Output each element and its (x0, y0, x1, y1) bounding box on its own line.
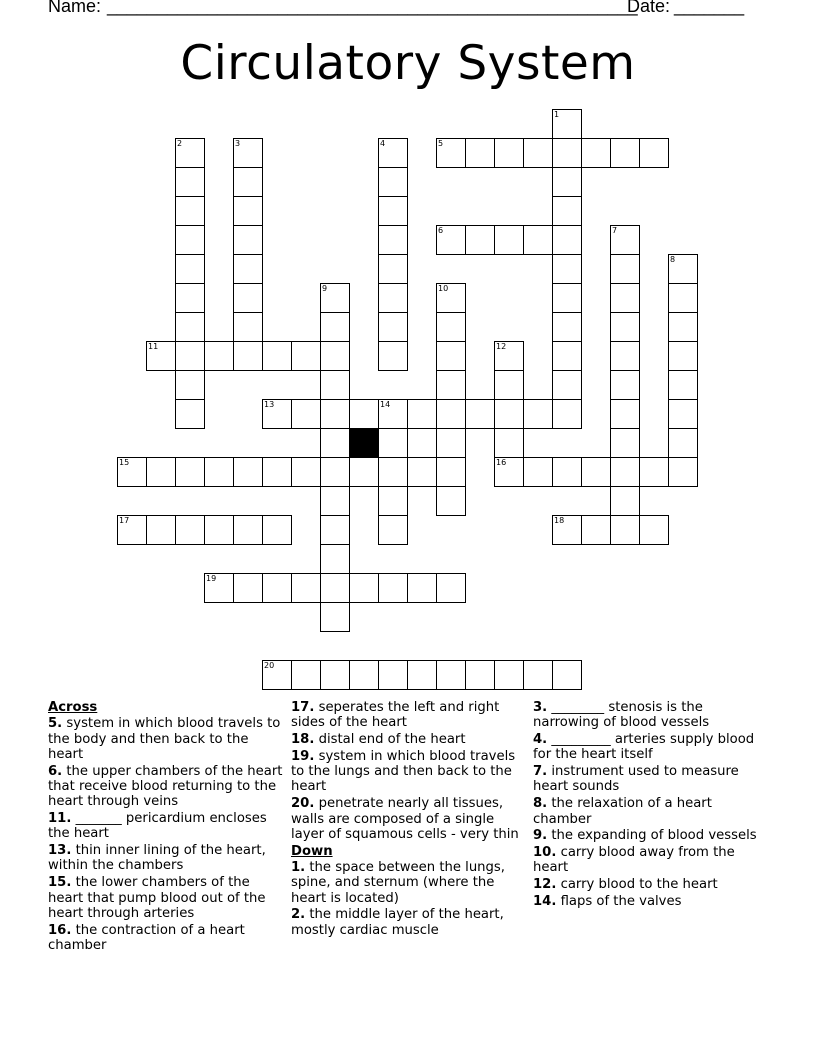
grid-cell[interactable] (175, 457, 205, 487)
grid-cell[interactable] (581, 515, 611, 545)
clue-number: 6 (438, 226, 444, 235)
grid-cell[interactable] (320, 457, 350, 487)
grid-cell[interactable] (291, 457, 321, 487)
grid-cell[interactable] (436, 573, 466, 603)
grid-cell[interactable] (465, 138, 495, 168)
grid-cell[interactable] (175, 254, 205, 284)
grid-cell[interactable] (175, 196, 205, 226)
clue-down-12: 12. carry blood to the heart (533, 877, 718, 893)
clue-down-4: 4. _________ arteries supply blood for the heart itself (533, 732, 755, 763)
grid-cell[interactable] (233, 225, 263, 255)
grid-cell[interactable] (175, 167, 205, 197)
clues-column-3 (533, 700, 769, 911)
grid-cell[interactable] (610, 457, 640, 487)
grid-cell[interactable] (233, 515, 263, 545)
grid-cell[interactable] (175, 312, 205, 342)
grid-cell[interactable] (523, 225, 553, 255)
grid-cell[interactable] (407, 457, 437, 487)
clue-number: 8 (670, 255, 676, 264)
grid-cell[interactable] (291, 341, 321, 371)
grid-cell[interactable] (378, 341, 408, 371)
grid-cell[interactable] (523, 660, 553, 690)
name-field[interactable]: _____________________________________________________ (107, 0, 638, 16)
grid-cell[interactable] (552, 399, 582, 429)
clue-down-14: 14. flaps of the valves (533, 894, 682, 910)
grid-cell[interactable] (523, 399, 553, 429)
grid-cell[interactable] (494, 399, 524, 429)
grid-cell[interactable] (349, 573, 379, 603)
clue-down-3: 3. ________ stenosis is the narrowing of blood vessels (533, 700, 710, 731)
clue-number: 15 (119, 458, 130, 467)
grid-cell[interactable] (494, 457, 524, 487)
grid-cell[interactable] (233, 341, 263, 371)
date-field[interactable]: _______ (674, 0, 745, 16)
grid-cell[interactable] (233, 138, 263, 168)
grid-cell[interactable] (465, 660, 495, 690)
clue-number: 7 (612, 226, 618, 235)
grid-cell[interactable] (320, 660, 350, 690)
grid-cell[interactable] (668, 312, 698, 342)
grid-cell[interactable] (378, 457, 408, 487)
grid-cell[interactable] (291, 573, 321, 603)
grid-cell[interactable] (610, 341, 640, 371)
clue-across-6: 6. the upper chambers of the heart that receive blood returning to the heart through veins (48, 763, 283, 810)
grid-cell[interactable] (436, 486, 466, 516)
grid-cell[interactable] (378, 660, 408, 690)
grid-cell[interactable] (233, 196, 263, 226)
grid-cell[interactable] (291, 399, 321, 429)
clue-number: 5 (438, 139, 444, 148)
grid-cell[interactable] (378, 196, 408, 226)
clue-across-15: 15. the lower chambers of the heart that pump blood out of the heart through arteries (48, 875, 266, 921)
grid-cell[interactable] (494, 225, 524, 255)
clue-across-11: 11. _______ pericardium encloses the heart (48, 811, 267, 842)
clues-column-2 (291, 700, 527, 939)
grid-cell[interactable] (146, 341, 176, 371)
grid-cell[interactable] (610, 428, 640, 458)
clue-number: 14 (380, 400, 391, 409)
clue-across-20: 20. penetrate nearly all tissues, walls are composed of a single layer of squamous cells - very thin (291, 796, 519, 842)
grid-cell[interactable] (378, 486, 408, 516)
grid-cell[interactable] (378, 225, 408, 255)
grid-cell[interactable] (175, 341, 205, 371)
clue-number: 1 (554, 110, 560, 119)
grid-cell[interactable] (639, 515, 669, 545)
grid-cell[interactable] (639, 138, 669, 168)
clue-down-9: 9. the expanding of blood vessels (533, 828, 757, 844)
grid-cell[interactable] (349, 457, 379, 487)
grid-cell[interactable] (436, 341, 466, 371)
grid-cell[interactable] (262, 573, 292, 603)
clue-number: 18 (554, 516, 565, 525)
grid-cell[interactable] (262, 341, 292, 371)
grid-cell[interactable] (668, 428, 698, 458)
grid-cell[interactable] (552, 109, 582, 139)
grid-cell[interactable] (610, 225, 640, 255)
grid-cell[interactable] (204, 457, 234, 487)
clue-down-7: 7. instrument used to measure heart sounds (533, 764, 739, 795)
clue-across-19: 19. system in which blood travels to the lungs and then back to the heart (291, 748, 516, 795)
clue-across-13: 13. thin inner lining of the heart, within the chambers (48, 843, 266, 874)
grid-cell[interactable] (262, 515, 292, 545)
grid-cell[interactable] (552, 167, 582, 197)
grid-cell[interactable] (378, 399, 408, 429)
clue-down-8: 8. the relaxation of a heart chamber (533, 796, 712, 827)
grid-cell[interactable] (175, 283, 205, 313)
grid-cell[interactable] (407, 573, 437, 603)
grid-cell[interactable] (436, 428, 466, 458)
grid-cell[interactable] (436, 399, 466, 429)
grid-cell[interactable] (552, 457, 582, 487)
grid-cell[interactable] (552, 312, 582, 342)
grid-cell[interactable] (378, 167, 408, 197)
grid-cell[interactable] (610, 254, 640, 284)
grid-cell[interactable] (378, 312, 408, 342)
grid-cell[interactable] (262, 457, 292, 487)
grid-cell[interactable] (320, 312, 350, 342)
grid-cell[interactable] (378, 515, 408, 545)
grid-cell[interactable] (552, 225, 582, 255)
clue-number: 4 (380, 139, 386, 148)
grid-cell[interactable] (552, 196, 582, 226)
grid-cell[interactable] (320, 341, 350, 371)
grid-cell[interactable] (204, 573, 234, 603)
grid-cell[interactable] (668, 341, 698, 371)
clue-number: 20 (264, 661, 275, 670)
grid-cell[interactable] (233, 167, 263, 197)
grid-cell[interactable] (349, 660, 379, 690)
grid-cell[interactable] (378, 573, 408, 603)
clue-number: 19 (206, 574, 217, 583)
grid-cell[interactable] (465, 399, 495, 429)
grid-cell[interactable] (320, 573, 350, 603)
grid-cell[interactable] (552, 254, 582, 284)
grid-cell[interactable] (465, 225, 495, 255)
grid-cell[interactable] (552, 660, 582, 690)
grid-cell[interactable] (581, 457, 611, 487)
grid-cell[interactable] (610, 370, 640, 400)
clue-number: 12 (496, 342, 507, 351)
grid-cell[interactable] (610, 399, 640, 429)
grid-cell[interactable] (436, 312, 466, 342)
grid-cell[interactable] (552, 283, 582, 313)
grid-cell[interactable] (378, 283, 408, 313)
name-label: Name: (48, 0, 102, 16)
grid-cell[interactable] (436, 283, 466, 313)
grid-cell[interactable] (494, 428, 524, 458)
grid-cell[interactable] (233, 283, 263, 313)
grid-cell[interactable] (175, 399, 205, 429)
grid-cell[interactable] (233, 457, 263, 487)
clue-across-18: 18. distal end of the heart (291, 732, 466, 748)
grid-cell[interactable] (610, 138, 640, 168)
grid-cell[interactable] (552, 138, 582, 168)
date-label: Date: (627, 0, 671, 16)
clue-number: 16 (496, 458, 507, 467)
grid-cell[interactable] (610, 515, 640, 545)
grid-cell[interactable] (146, 457, 176, 487)
grid-cell[interactable] (320, 283, 350, 313)
page-title: Circulatory System (180, 36, 636, 91)
grid-cell[interactable] (552, 370, 582, 400)
clue-across-17: 17. seperates the left and right sides of the heart (291, 700, 500, 731)
grid-cell[interactable] (436, 457, 466, 487)
grid-cell[interactable] (378, 428, 408, 458)
grid-cell[interactable] (320, 515, 350, 545)
grid-cell[interactable] (523, 457, 553, 487)
grid-cell[interactable] (436, 660, 466, 690)
grid-cell[interactable] (262, 399, 292, 429)
grid-cell[interactable] (407, 660, 437, 690)
grid-cell[interactable] (552, 515, 582, 545)
grid-cell[interactable] (523, 138, 553, 168)
clue-down-2: 2. the middle layer of the heart, mostly cardiac muscle (291, 907, 504, 938)
grid-cell[interactable] (291, 660, 321, 690)
grid-cell[interactable] (552, 341, 582, 371)
grid-cell[interactable] (320, 428, 350, 458)
grid-cell[interactable] (117, 515, 147, 545)
grid-cell[interactable] (320, 370, 350, 400)
grid-cell[interactable] (436, 225, 466, 255)
clue-number: 17 (119, 516, 130, 525)
grid-cell[interactable] (117, 457, 147, 487)
grid-cell[interactable] (436, 370, 466, 400)
grid-cell[interactable] (610, 312, 640, 342)
clue-down-1: 1. the space between the lungs, spine, and sternum (where the heart is located) (291, 859, 505, 906)
grid-cell[interactable] (494, 370, 524, 400)
grid-cell[interactable] (407, 399, 437, 429)
grid-cell[interactable] (320, 544, 350, 574)
grid-cell[interactable] (494, 138, 524, 168)
clue-number: 9 (322, 284, 328, 293)
grid-cell[interactable] (262, 660, 292, 690)
blocked-cell (349, 428, 379, 458)
grid-cell[interactable] (668, 370, 698, 400)
clue-number: 3 (235, 139, 241, 148)
grid-cell[interactable] (378, 254, 408, 284)
grid-cell[interactable] (175, 138, 205, 168)
down-heading: Down (291, 843, 333, 859)
grid-cell[interactable] (610, 283, 640, 313)
clue-number: 10 (438, 284, 449, 293)
grid-cell[interactable] (668, 399, 698, 429)
grid-cell[interactable] (378, 138, 408, 168)
grid-cell[interactable] (668, 254, 698, 284)
grid-cell[interactable] (668, 457, 698, 487)
grid-cell[interactable] (233, 573, 263, 603)
grid-cell[interactable] (233, 312, 263, 342)
grid-cell[interactable] (175, 370, 205, 400)
grid-cell[interactable] (581, 138, 611, 168)
clue-number: 13 (264, 400, 275, 409)
grid-cell[interactable] (436, 138, 466, 168)
clue-across-16: 16. the contraction of a heart chamber (48, 922, 245, 953)
clue-number: 2 (177, 139, 183, 148)
grid-cell[interactable] (639, 457, 669, 487)
clue-down-10: 10. carry blood away from the heart (533, 845, 735, 876)
grid-cell[interactable] (233, 254, 263, 284)
grid-cell[interactable] (668, 283, 698, 313)
grid-cell[interactable] (494, 660, 524, 690)
clue-number: 11 (148, 342, 159, 351)
grid-cell[interactable] (175, 225, 205, 255)
grid-cell[interactable] (320, 602, 350, 632)
grid-cell[interactable] (349, 399, 379, 429)
grid-cell[interactable] (320, 486, 350, 516)
grid-cell[interactable] (204, 341, 234, 371)
clues-column-1 (48, 700, 284, 955)
grid-cell[interactable] (610, 486, 640, 516)
clue-across-5: 5. system in which blood travels to the body and then back to the heart (48, 716, 281, 762)
grid-cell[interactable] (146, 515, 176, 545)
grid-cell[interactable] (494, 341, 524, 371)
grid-cell[interactable] (204, 515, 234, 545)
across-heading: Across (48, 700, 98, 715)
grid-cell[interactable] (175, 515, 205, 545)
grid-cell[interactable] (320, 399, 350, 429)
